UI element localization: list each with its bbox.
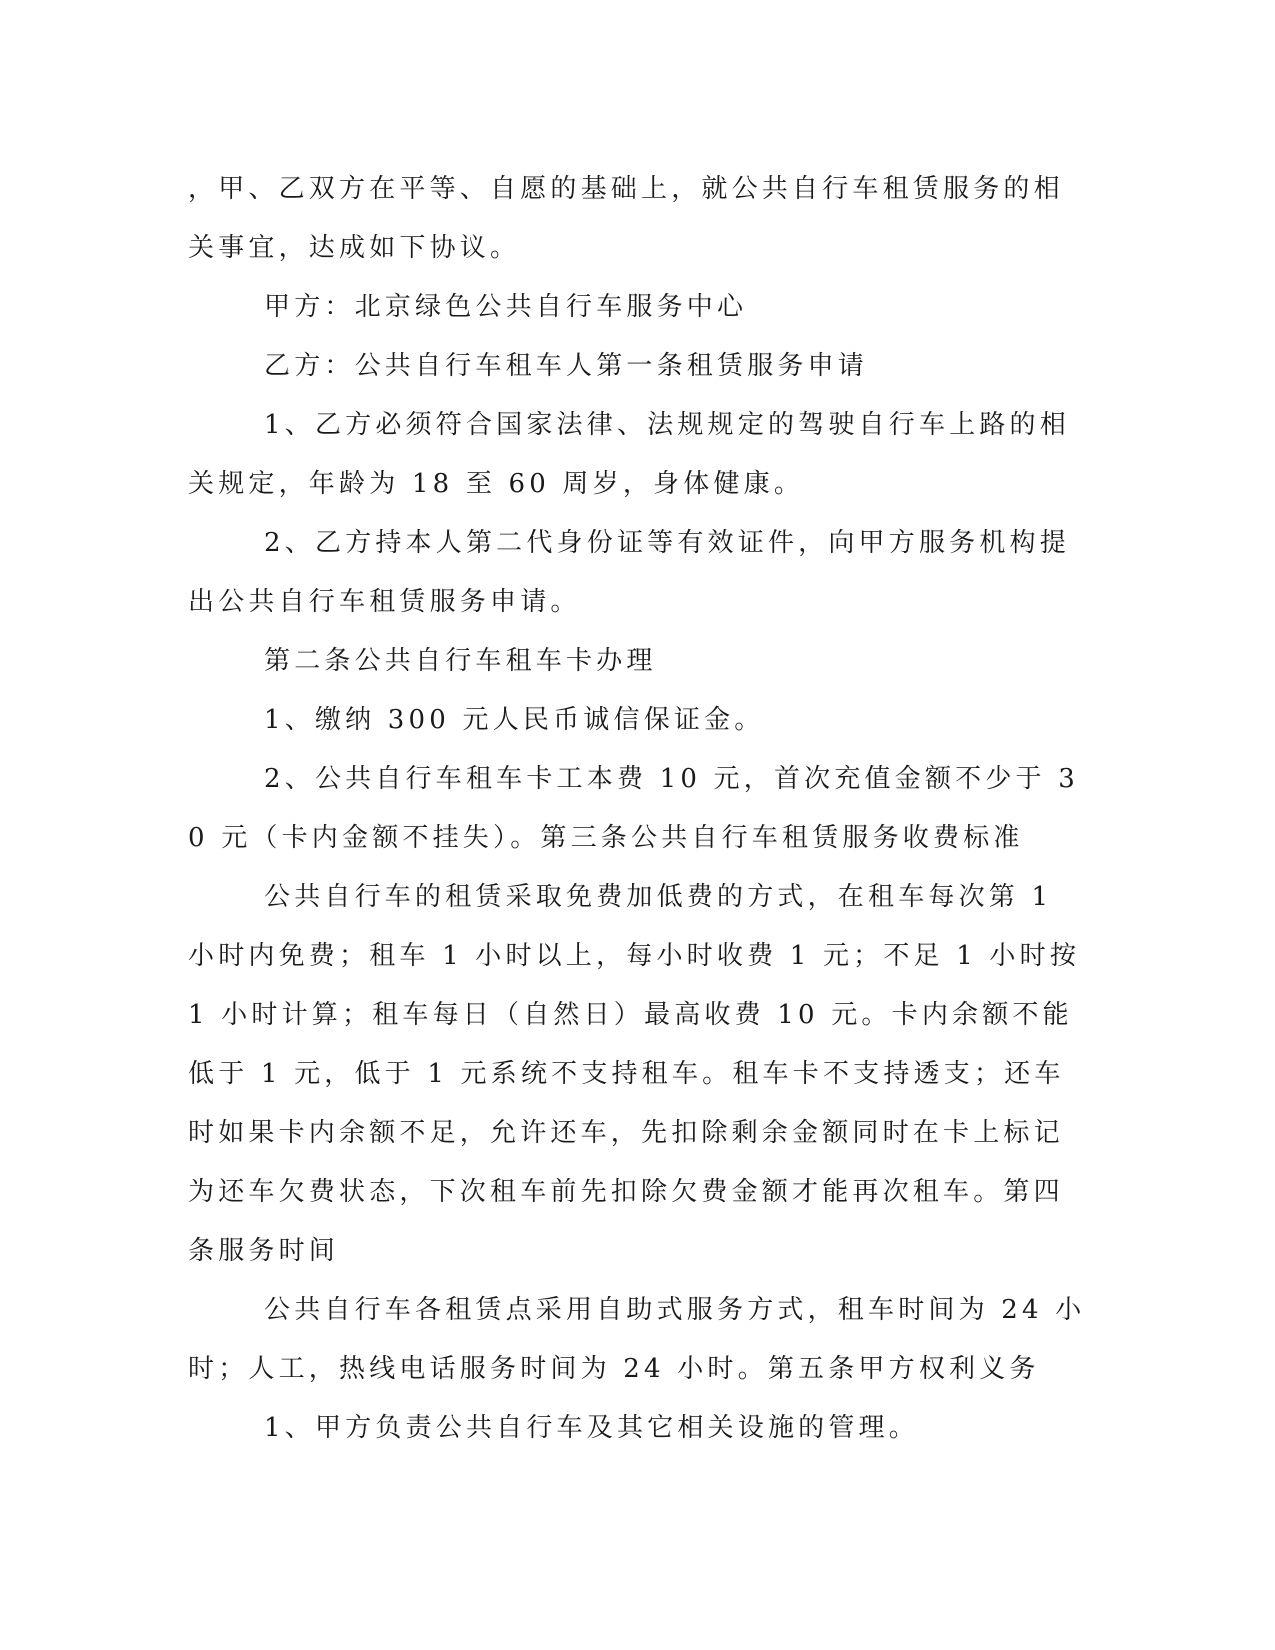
paragraph-party-a: 甲方：北京绿色公共自行车服务中心 — [264, 292, 748, 322]
paragraph-party-b: 乙方：公共自行车租车人第一条租赁服务申请 — [264, 351, 869, 381]
paragraph-clause-1-1: 1、乙方必须符合国家法律、法规规定的驾驶自行车上路的相关规定，年龄为 18 至 60 周岁，身体健康。 — [188, 410, 1070, 499]
paragraph-fee-standard: 公共自行车的租赁采取免费加低费的方式，在租车每次第 1 小时内免费；租车 1 小时以上，每小时收费 1 元；不足 1 小时按 1 小时计算；租车每日（自然日）最高收费 10 元。卡内余额不能低于 1 元，低于 1 元系统不支持租车。租车卡不支持透支；还车时如果卡内余额不足，允许还车，先扣除剩余金额同时在卡上标记为还车欠费状态，下次租车前先扣除欠费金额才能再次租车。第四条服务时间 — [188, 882, 1081, 1266]
paragraph-clause-2-2: 2、公共自行车租车卡工本费 10 元，首次充值金额不少于 30 元（卡内金额不挂失）。第三条公共自行车租赁服务收费标准 — [188, 764, 1079, 853]
paragraph-service-time: 公共自行车各租赁点采用自助式服务方式，租车时间为 24 小时；人工，热线电话服务时间为 24 小时。第五条甲方权利义务 — [188, 1295, 1086, 1384]
paragraph-clause-5-1: 1、甲方负责公共自行车及其它相关设施的管理。 — [264, 1413, 919, 1443]
paragraph-article-2-heading: 第二条公共自行车租车卡办理 — [264, 646, 657, 676]
document-body — [188, 160, 1088, 1458]
paragraph-intro: ，甲、乙双方在平等、自愿的基础上，就公共自行车租赁服务的相关事宜，达成如下协议。 — [188, 174, 1064, 263]
paragraph-clause-2-1: 1、缴纳 300 元人民币诚信保证金。 — [264, 705, 765, 735]
paragraph-clause-1-2: 2、乙方持本人第二代身份证等有效证件，向甲方服务机构提出公共自行车租赁服务申请。 — [188, 528, 1070, 617]
